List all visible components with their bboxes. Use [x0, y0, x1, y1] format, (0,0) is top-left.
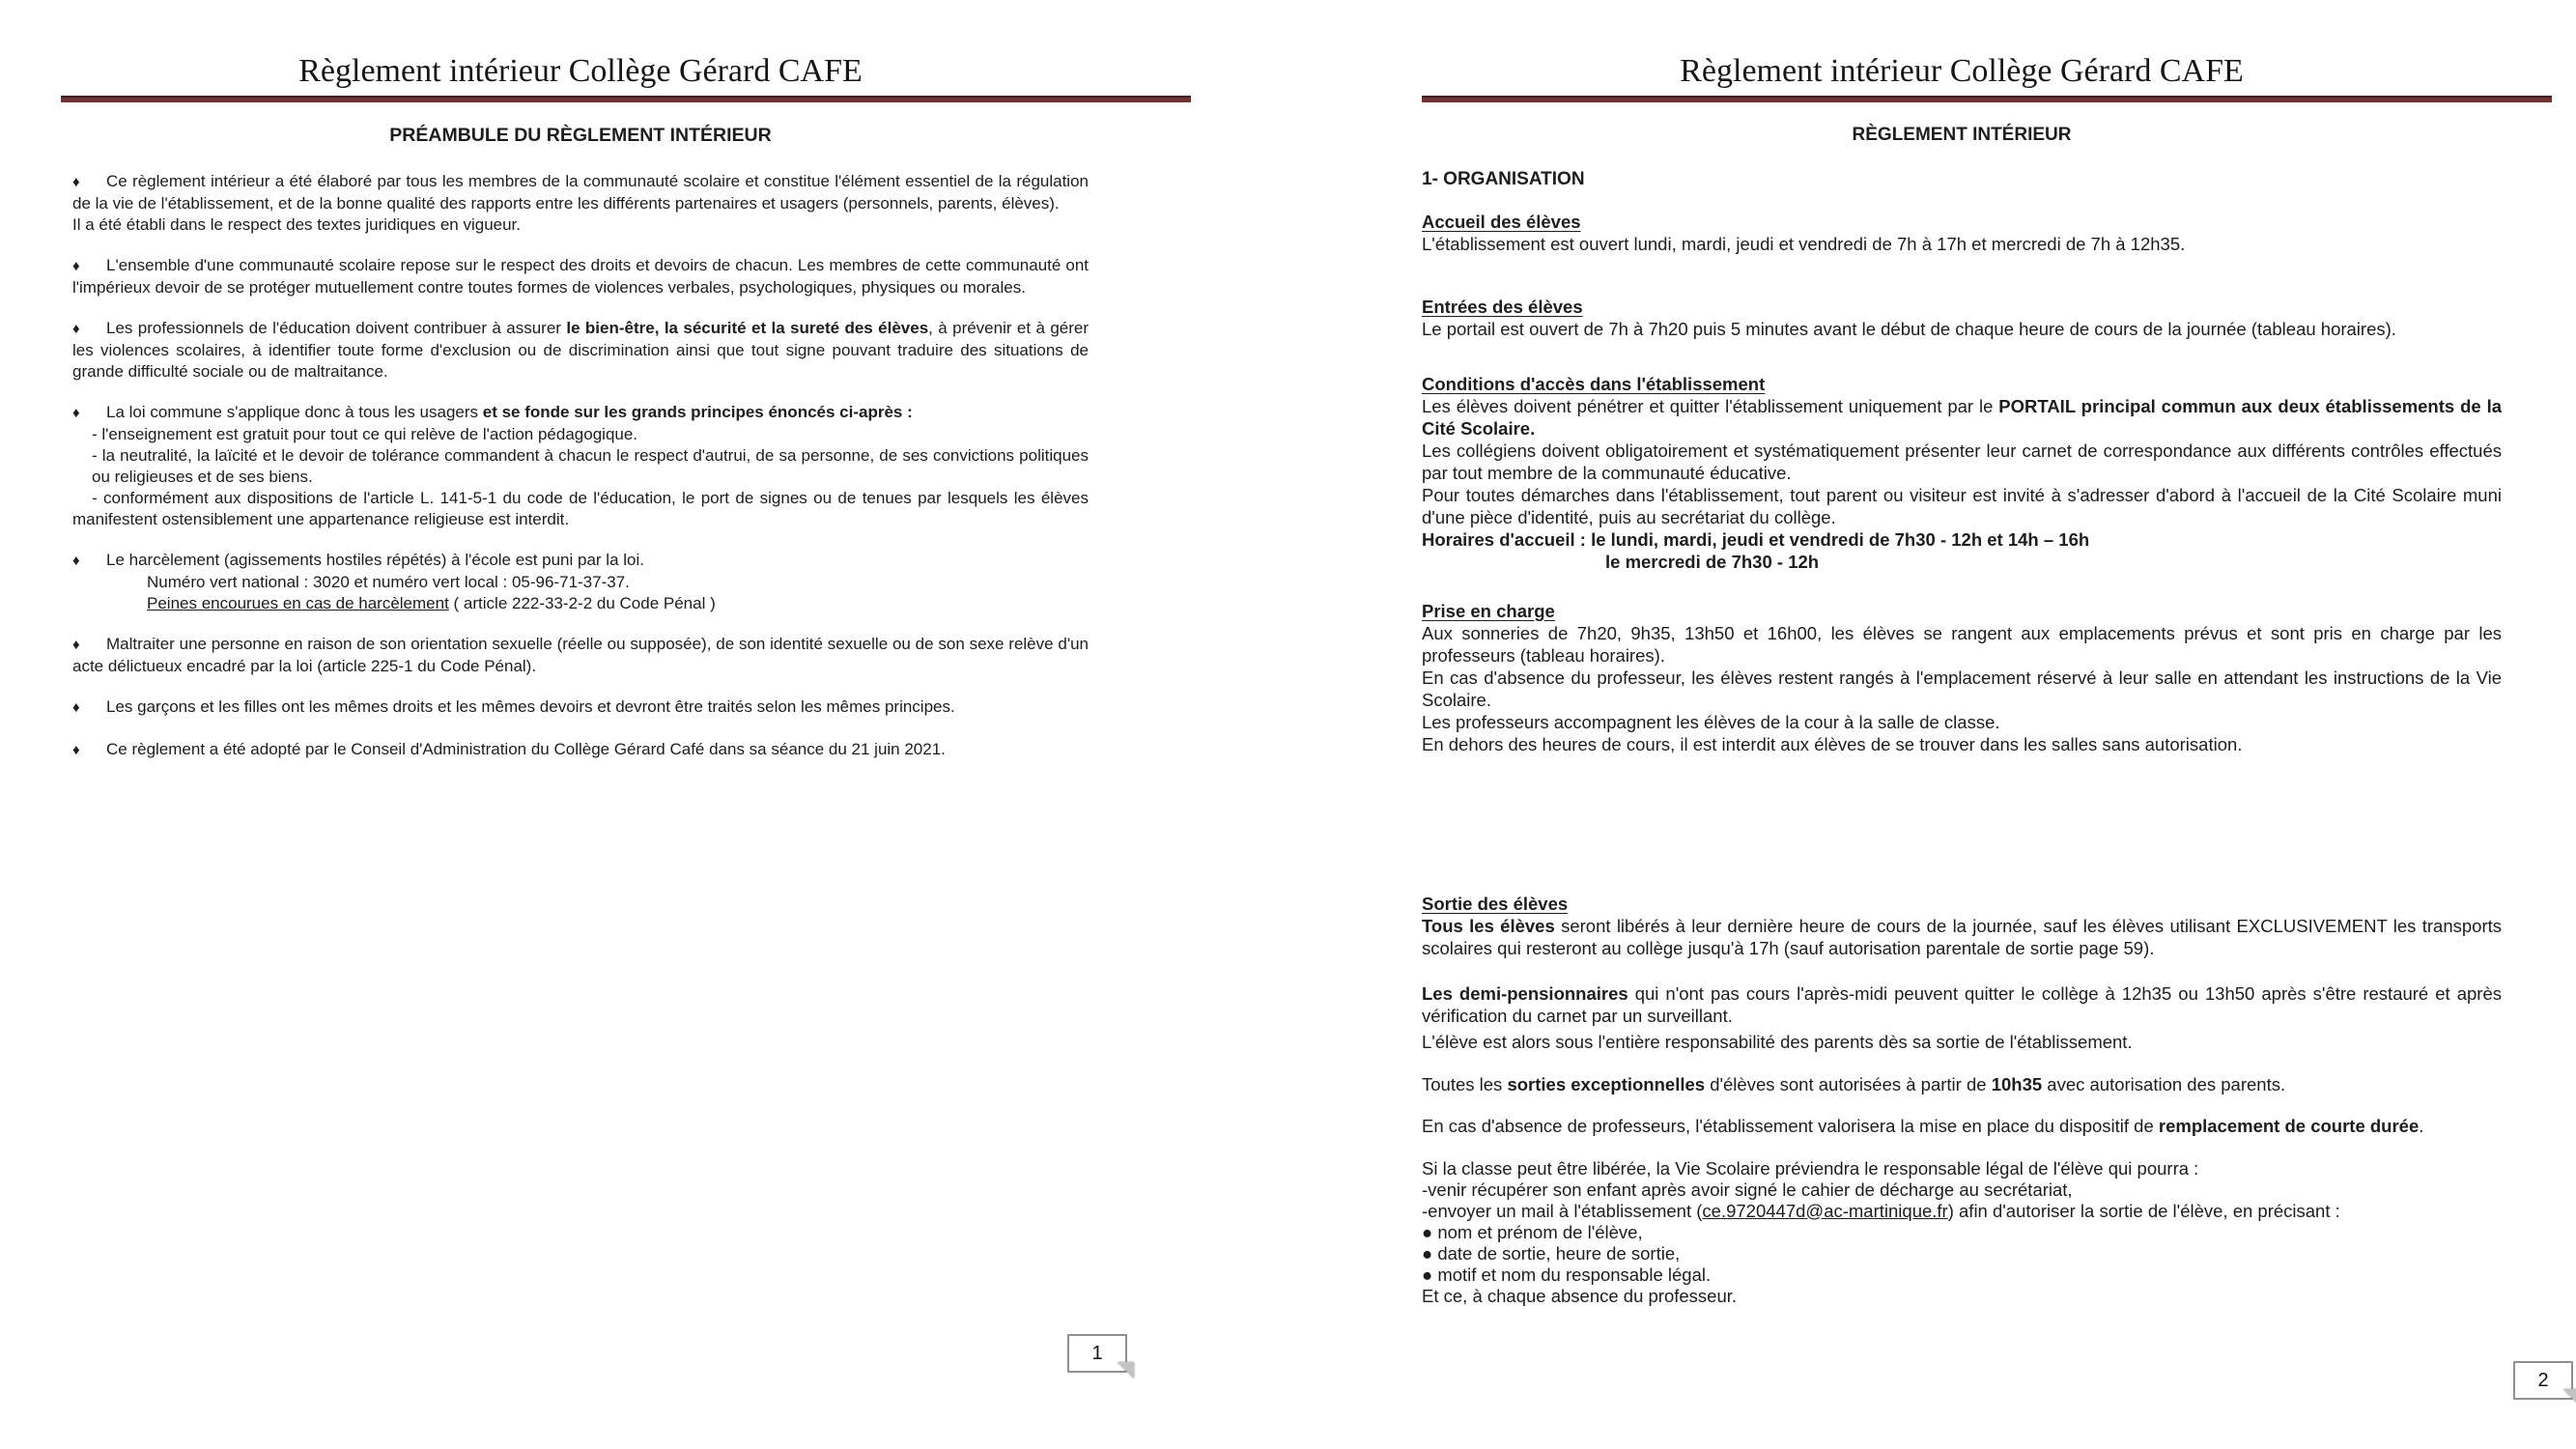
dash-item: - conformément aux dispositions de l'article L. 141-5-1 du code de l'éducation, le port de signes ou de tenues par lesquels les élèves manifestent ostensiblement une appartenance religieuse est interdit. — [72, 488, 1089, 528]
text-run: Les garçons et les filles ont les mêmes droits et les mêmes devoirs et devront être traités selon les mêmes principes. — [106, 696, 955, 716]
page-title: Règlement intérieur Collège Gérard CAFE — [1680, 53, 2244, 89]
page-1-body — [72, 124, 1089, 761]
section-heading-entrees: Entrées des élèves — [1422, 296, 1583, 317]
section-heading-prise-en-charge: Prise en charge — [1422, 600, 1555, 621]
paragraph: Les collégiens doivent obligatoirement et systématiquement présenter leur carnet de correspondance aux différents contrôles effectués par tout membre de la communauté éducative. — [1422, 440, 2502, 483]
section-heading-sortie: Sortie des élèves — [1422, 893, 1569, 914]
paragraph-text — [106, 551, 644, 569]
liberation-block — [1422, 1158, 2502, 1307]
text-run: et se fonde sur les grands principes énoncés ci-après : — [482, 402, 913, 421]
text-run: Peines encourues en cas de harcèlement — [147, 593, 449, 612]
paragraph: Et ce, à chaque absence du professeur. — [1422, 1285, 1738, 1306]
paragraph-text: Il a été établi dans le respect des textes juridiques en vigueur. — [72, 214, 522, 234]
text-run: , à prévenir et à gérer les violences scolaires, à identifier toute forme d'exclusion ou de discrimination ainsi que tout signe pouvant traduire des situations de grande difficulté sociale ou de maltraitance. — [72, 318, 1090, 381]
bullet-paragraph — [72, 696, 1089, 719]
text-run: avec autorisation des parents. — [2042, 1073, 2286, 1094]
diamond-bullet-icon: ♦ — [72, 320, 80, 337]
text-run: -envoyer un mail à l'établissement ( — [1422, 1200, 1703, 1221]
paragraph — [1422, 915, 2502, 959]
paragraph: Aux sonneries de 7h20, 9h35, 13h50 et 16h00, les élèves se rangent aux emplacements prévus et sont pris en charge par les professeurs (tableau horaires). — [1422, 622, 2502, 666]
text-run: Ce règlement a été adopté par le Conseil d'Administration du Collège Gérard Café dans sa séance du 21 juin 2021. — [106, 739, 946, 758]
text-run: En cas d'absence de professeurs, l'établissement valorisera la mise en place du dispositif de — [1422, 1115, 2159, 1136]
diamond-bullet-icon: ♦ — [72, 636, 80, 653]
text-run: Ce règlement intérieur a été élaboré par tous les membres de la communauté scolaire et constitue l'élément essentiel de la régulation de la vie de l'établissement, et de la bonne qualité des rapports entre les différents partenaires et usagers (personnels, parents, élèves). — [72, 171, 1089, 213]
title-rule-divider — [1422, 96, 2552, 102]
paragraph-text — [106, 740, 946, 758]
bullet-paragraph — [72, 739, 1089, 761]
paragraph-text — [72, 593, 1089, 614]
dash-item: - la neutralité, la laïcité et le devoir de tolérance commandent à chacun le respect d'autrui, de sa personne, de ses convictions politiques ou religieuses et de ses biens. — [92, 445, 1089, 486]
text-run: Maltraiter une personne en raison de son orientation sexuelle (réelle ou supposée), de son identité sexuelle ou de son sexe relève d'un acte délictueux encadré par la loi (article 225-1 du Code Pénal). — [72, 634, 1089, 675]
page-title: Règlement intérieur Collège Gérard CAFE — [298, 53, 863, 89]
diamond-bullet-icon: ♦ — [72, 552, 80, 569]
paragraph — [1422, 982, 2502, 1027]
paragraph-text — [72, 256, 1089, 297]
bullet-paragraph — [72, 171, 1089, 236]
text-run: seront libérés à leur dernière heure de cours de la journée, sauf les élèves utilisant EXCLUSIVEMENT les transports scolaires qui resteront au collège jusqu'à 17h (sauf autorisation parentale de sortie page 59). — [1422, 915, 2502, 958]
paragraph: Les professeurs accompagnent les élèves de la cour à la salle de classe. — [1422, 711, 2000, 732]
diamond-bullet-icon: ♦ — [72, 404, 80, 421]
paragraph: En cas d'absence du professeur, les élèves restent rangés à l'emplacement réservé à leur salle en attendant les instructions de la Vie Scolaire. — [1422, 667, 2502, 710]
page-number: 1 — [1091, 1342, 1103, 1364]
paragraph-text — [106, 697, 955, 716]
email-link[interactable]: ce.9720447d@ac-martinique.fr — [1702, 1200, 1948, 1221]
paragraph-text — [72, 319, 1089, 381]
page-number: 2 — [2537, 1369, 2549, 1391]
paragraph: Le portail est ouvert de 7h à 7h20 puis 5 minutes avant le début de chaque heure de cours de la journée (tableau horaires). — [1422, 318, 2396, 339]
bullet-paragraph — [72, 550, 1089, 614]
diamond-bullet-icon: ♦ — [72, 741, 80, 758]
paragraph — [1422, 1073, 2502, 1095]
page-2 — [1422, 0, 2552, 1307]
text-run: d'élèves sont autorisées à partir de — [1705, 1073, 1992, 1094]
paragraph-text — [72, 635, 1089, 675]
paragraph-text: Numéro vert national : 3020 et numéro vert local : 05-96-71-37-37. — [147, 572, 630, 591]
bullet-paragraph — [72, 634, 1089, 677]
paragraph-text — [106, 403, 913, 421]
page-2-body — [1422, 124, 2502, 1307]
text-run: sorties exceptionnelles — [1507, 1073, 1706, 1094]
page-fold-icon — [1118, 1362, 1134, 1378]
bullet-paragraph — [72, 402, 1089, 530]
section-heading-conditions: Conditions d'accès dans l'établissement — [1422, 373, 1766, 394]
bullet-paragraph — [72, 318, 1089, 383]
page-number-box — [2513, 1361, 2573, 1400]
bullet-paragraph — [72, 255, 1089, 298]
diamond-bullet-icon: ♦ — [72, 257, 80, 274]
text-run: ( article 222-33-2-2 du Code Pénal ) — [448, 593, 716, 612]
page-1 — [61, 0, 1191, 781]
paragraph: L'établissement est ouvert lundi, mardi, jeudi et vendredi de 7h à 17h et mercredi de 7h à 12h35. — [1422, 233, 2186, 254]
text-run: Le harcèlement (agissements hostiles répétés) à l'école est puni par la loi. — [106, 550, 644, 569]
text-run: PORTAIL principal commun aux deux établissements de la Cité Scolaire. — [1422, 395, 2502, 439]
paragraph: Si la classe peut être libérée, la Vie Scolaire préviendra le responsable légal de l'élève qui pourra : — [1422, 1157, 2199, 1179]
text-run: La loi commune s'applique donc à tous les usagers — [106, 402, 483, 421]
section-1-organisation: 1- ORGANISATION — [1422, 168, 1585, 189]
section-heading-accueil: Accueil des élèves — [1422, 211, 1581, 232]
diamond-bullet-icon: ♦ — [72, 173, 80, 190]
page-fold-icon — [2563, 1389, 2576, 1406]
text-run: . — [2419, 1115, 2424, 1136]
dot-item: ● date de sortie, heure de sortie, — [1422, 1242, 1681, 1264]
dot-item: ● motif et nom du responsable légal. — [1422, 1264, 1712, 1285]
text-run: 10h35 — [1991, 1073, 2043, 1094]
text-run: Tous les élèves — [1422, 915, 1555, 936]
diamond-bullet-icon: ♦ — [72, 698, 80, 716]
paragraph — [1422, 1115, 2502, 1137]
paragraph: En dehors des heures de cours, il est interdit aux élèves de se trouver dans les salles sans autorisation. — [1422, 733, 2243, 754]
text-run: remplacement de courte durée — [2158, 1115, 2420, 1136]
text-run: ) afin d'autoriser la sortie de l'élève, en précisant : — [1947, 1200, 2340, 1221]
text-run: qui n'ont pas cours l'après-midi peuvent quitter le collège à 12h35 ou 13h50 après s'être restauré et après vérification du carnet par un surveillant. — [1422, 982, 2502, 1026]
paragraph: Pour toutes démarches dans l'établissement, tout parent ou visiteur est invité à s'adresser d'abord à l'accueil de la Cité Scolaire muni d'une pièce d'identité, puis au secrétariat du collège. — [1422, 484, 2502, 527]
text-run: Les élèves doivent pénétrer et quitter l'établissement uniquement par le — [1422, 395, 1999, 416]
paragraph — [1422, 395, 2502, 440]
text-run: Toutes les — [1422, 1073, 1508, 1094]
title-rule-divider — [61, 96, 1191, 102]
text-run: L'ensemble d'une communauté scolaire repose sur le respect des droits et devoirs de chacun. Les membres de cette communauté ont l'impérieux devoir de se protéger mutuellement contre toutes formes de violences verbales, psychologiques, physiques ou morales. — [72, 255, 1089, 297]
paragraph: L'élève est alors sous l'entière responsabilité des parents dès sa sortie de l'établissement. — [1422, 1031, 2133, 1052]
dash-item — [1422, 1201, 2502, 1222]
preamble-heading: PRÉAMBULE DU RÈGLEMENT INTÉRIEUR — [389, 124, 772, 146]
paragraph-text — [72, 172, 1089, 213]
dot-item: ● nom et prénom de l'élève, — [1422, 1221, 1643, 1242]
horaires-accueil-line: Horaires d'accueil : le lundi, mardi, jeudi et vendredi de 7h30 - 12h et 14h – 16h — [1422, 528, 2090, 550]
reglement-heading: RÈGLEMENT INTÉRIEUR — [1852, 124, 2072, 145]
text-run: le bien-être, la sécurité et la sureté des élèves — [566, 318, 929, 337]
text-run: Les professionnels de l'éducation doivent contribuer à assurer — [106, 318, 567, 337]
dash-item: - l'enseignement est gratuit pour tout ce qui relève de l'action pédagogique. — [92, 424, 638, 443]
horaires-mercredi-line: le mercredi de 7h30 - 12h — [1605, 551, 1820, 572]
dash-item: -venir récupérer son enfant après avoir signé le cahier de décharge au secrétariat, — [1422, 1179, 2073, 1200]
text-run: Les demi-pensionnaires — [1422, 982, 1628, 1004]
page-number-box — [1067, 1334, 1127, 1373]
